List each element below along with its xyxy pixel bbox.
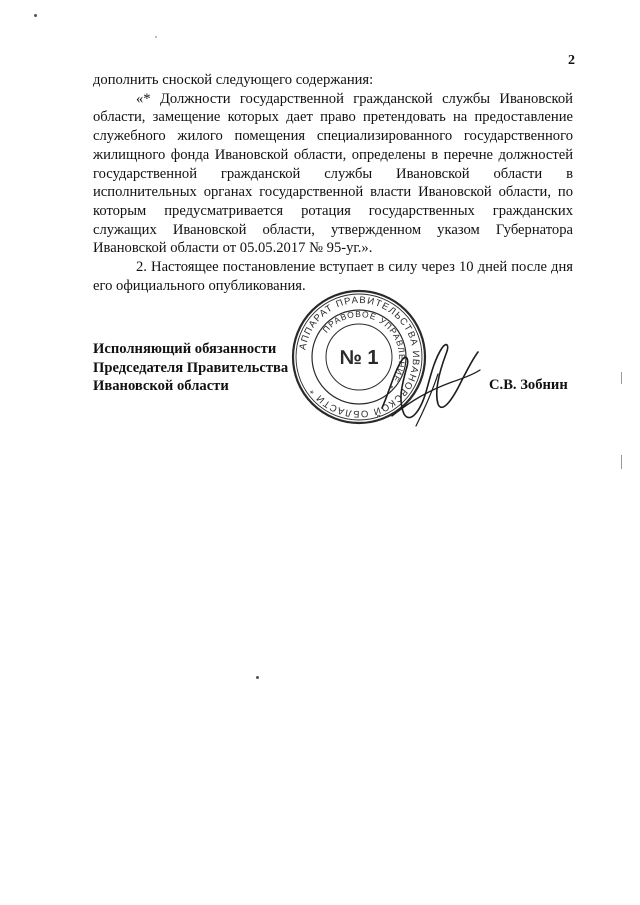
signatory-title-line-3: Ивановской области	[93, 378, 229, 394]
signatory-title-line-1: Исполняющий обязанности	[93, 341, 277, 357]
footnote-paragraph: «* Должности государственной гражданской службы Ивановской области, замещение которых дает право претендовать на предоставление служебного жилого помещения специализированного государственного жилищного фонда Ивановской области, определены в перечне должностей государственной гражданской службы Ивановской области в исполнительных органах государственной власти Ивановской области, по которым предусматривается ротация государственных гражданских служащих Ивановской области, утвержденном указом Губернатора Ивановской области от 05.05.2017 № 95-уг.».	[93, 90, 573, 257]
seal-inner-ring-text: ПРАВОВОЕ УПРАВЛЕНИЕ *	[320, 308, 408, 392]
seal-center-number: № 1	[339, 347, 379, 369]
scan-speck	[155, 36, 157, 38]
signatory-title-line-2: Председателя Правительства	[93, 359, 289, 376]
page-number: 2	[568, 53, 575, 68]
scan-edge-mark	[621, 455, 622, 469]
signatory-name: С.В. Зобнин	[489, 377, 568, 393]
seal-ring-text: АППАРАТ ПРАВИТЕЛЬСТВА ИВАНОВСКОЙ ОБЛАСТИ *	[297, 294, 422, 420]
scan-speck	[256, 676, 259, 679]
signatory-title	[93, 340, 323, 396]
scan-edge-mark	[621, 372, 622, 384]
clause-2-paragraph: 2. Настоящее постановление вступает в силу через 10 дней после дня его официального опубликования.	[93, 259, 573, 294]
scan-speck	[34, 14, 37, 17]
handwritten-signature	[372, 330, 482, 430]
document-body	[93, 71, 573, 295]
lead-line: дополнить сноской следующего содержания:	[93, 72, 374, 88]
